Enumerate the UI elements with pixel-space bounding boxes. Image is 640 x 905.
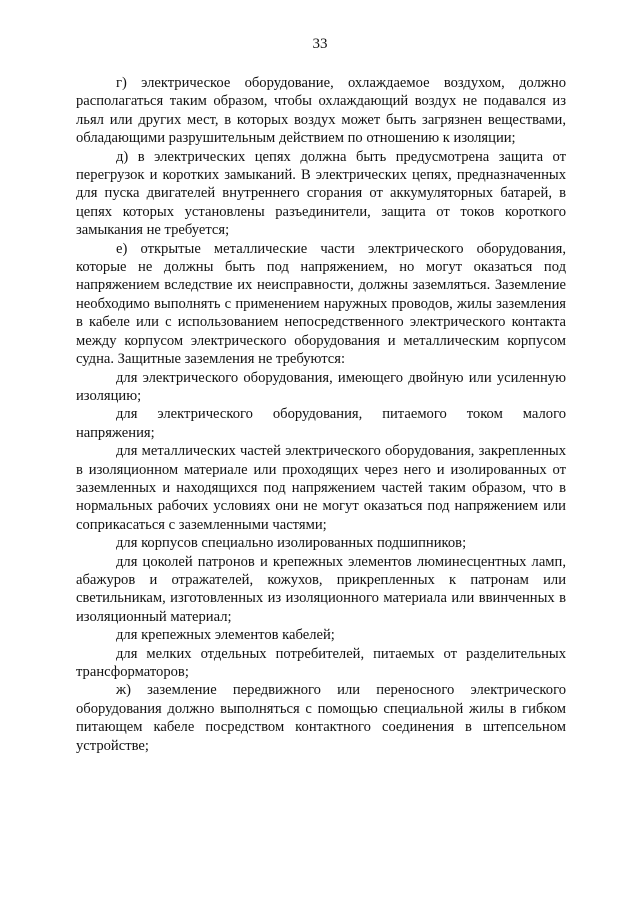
document-body: [76, 74, 566, 755]
exception-lamp-sockets: для цоколей патронов и крепежных элементов люминесцентных ламп, абажуров и отражателей, кожухов, прикрепленных к патронам или светильникам, изготовленных из изоляционного материала или ввинченных в изоляционный материал;: [76, 553, 566, 625]
paragraph-g: г) электрическое оборудование, охлаждаемое воздухом, должно располагаться таким образом, чтобы охлаждающий воздух не подавался из льял или других мест, в которых воздух может быть загрязнен веществами, обладающими разрушительным действием по отношению к изоляции;: [76, 75, 566, 147]
page-number: 33: [312, 36, 328, 52]
exception-low-voltage: для электрического оборудования, питаемого током малого напряжения;: [76, 406, 566, 441]
exception-cable-fasteners: для крепежных элементов кабелей;: [116, 627, 335, 644]
exception-metal-parts-insulated: для металлических частей электрического оборудования, закрепленных в изоляционном материале или проходящих через него и изолированных от заземленных и находящихся под напряжением частей таким образом, что в нормальных рабочих условиях они не могут оказаться под напряжением или соприкасаться с заземленными частями;: [76, 443, 566, 533]
exception-double-insulation: для электрического оборудования, имеющего двойную или усиленную изоляцию;: [76, 369, 566, 404]
paragraph-d: д) в электрических цепях должна быть предусмотрена защита от перегрузок и коротких замыканий. В электрических цепях, предназначенных для пуска двигателей внутреннего сгорания от аккумуляторных батарей, в цепях которых установлены разъединители, защита от токов короткого замыкания не требуется;: [76, 148, 566, 239]
paragraph-zh: ж) заземление передвижного или переносного электрического оборудования должно выполняться с помощью специальной жилы в гибком питающем кабеле посредством контактного соединения в штепсельном устройстве;: [76, 682, 566, 754]
exception-bearing-housings: для корпусов специально изолированных подшипников;: [116, 535, 467, 552]
exception-small-consumers: для мелких отдельных потребителей, питаемых от разделительных трансформаторов;: [76, 645, 566, 680]
paragraph-e: е) открытые металлические части электрического оборудования, которые не должны быть под напряжением, но могут оказаться под напряжением вследствие их неисправности, должны заземляться. Заземление необходимо выполнять с применением наружных проводов, жилы заземления в кабеле или с использованием непосредственного электрического контакта между корпусом электрического оборудования и металлическим корпусом судна. Защитные заземления не требуются:: [76, 240, 566, 368]
